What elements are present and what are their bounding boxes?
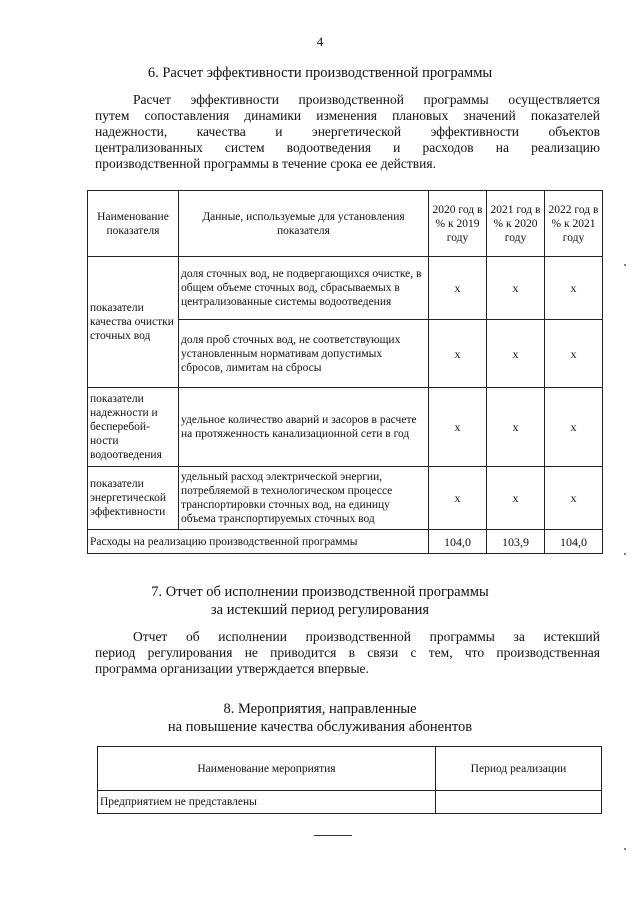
page-number: 4 <box>316 34 324 49</box>
value-cell: х <box>487 257 545 320</box>
paragraph-line: централизованных систем водоотведения и расходов на реализацию <box>95 140 600 155</box>
section-6-paragraph <box>95 92 600 172</box>
total-label: Расходы на реализацию производственной программы <box>88 530 429 554</box>
scan-speck <box>624 848 626 850</box>
data-cell: доля сточных вод, не подвергающихся очистке, в общем объеме сточных вод, сбрасываемых в централизованные системы водоотведения <box>179 257 429 320</box>
section-7-title-line-2: за истекший период регулирования <box>210 602 430 618</box>
paragraph-line: надежности, качества и энергетической эффективности объектов <box>95 124 600 139</box>
value-cell: х <box>487 320 545 388</box>
section-8-title-line-2: на повышение качества обслуживания абонентов <box>167 719 473 735</box>
section-7-title-line-1: 7. Отчет об исполнении производственной программы <box>151 584 489 600</box>
table-row <box>88 257 603 320</box>
table-row <box>98 791 602 814</box>
value-cell: х <box>487 388 545 467</box>
header-indicator: Наименование показателя <box>88 191 179 257</box>
header-measure: Наименование мероприятия <box>98 747 436 791</box>
value-cell: х <box>545 467 603 530</box>
table-total-row <box>88 530 603 554</box>
total-value: 103,9 <box>487 530 545 554</box>
total-value: 104,0 <box>545 530 603 554</box>
paragraph-line: Расчет эффективности производственной программы осуществляется <box>133 92 600 107</box>
paragraph-line: программа организации утверждается впервые. <box>95 661 369 676</box>
measures-table <box>97 746 602 814</box>
section-8-title-line-1: 8. Мероприятия, направленные <box>223 701 417 717</box>
indicator-quality: показатели качества очистки сточных вод <box>88 257 179 388</box>
header-2021: 2021 год в % к 2020 году <box>487 191 545 257</box>
signature-rule <box>314 835 352 836</box>
value-cell: х <box>429 388 487 467</box>
table-row <box>88 467 603 530</box>
data-cell: удельный расход электрической энергии, потребляемой в технологическом процессе транспортировки сточных вод, на единицу объема транспортируемых сточных вод <box>179 467 429 530</box>
data-cell: доля проб сточных вод, не соответствующих установленным нормативам допустимых сбросов, лимитам на сбросы <box>179 320 429 388</box>
header-2020: 2020 год в % к 2019 году <box>429 191 487 257</box>
value-cell: х <box>545 320 603 388</box>
total-value: 104,0 <box>429 530 487 554</box>
efficiency-table <box>87 190 603 554</box>
indicator-energy: показатели энергетической эффективности <box>88 467 179 530</box>
paragraph-line: период регулирования не приводится в связи с тем, что производственная <box>95 645 600 660</box>
header-data: Данные, используемые для установления показателя <box>179 191 429 257</box>
value-cell: х <box>429 467 487 530</box>
value-cell: х <box>429 257 487 320</box>
section-7-paragraph <box>95 629 600 677</box>
measure-cell: Предприятием не представлены <box>98 791 436 814</box>
data-cell: удельное количество аварий и засоров в расчете на протяженность канализационной сети в год <box>179 388 429 467</box>
value-cell: х <box>429 320 487 388</box>
section-6-title: 6. Расчет эффективности производственной программы <box>147 65 493 81</box>
table-header-row <box>88 191 603 257</box>
paragraph-line: Отчет об исполнении производственной программы за истекший <box>133 629 600 644</box>
header-period: Период реализации <box>436 747 602 791</box>
scan-speck <box>624 553 626 555</box>
period-cell <box>436 791 602 814</box>
value-cell: х <box>487 467 545 530</box>
paragraph-line: производственной программы в течение срока ее действия. <box>95 156 436 171</box>
paragraph-line: путем сопоставления динамики изменения плановых значений показателей <box>95 108 600 123</box>
value-cell: х <box>545 257 603 320</box>
header-2022: 2022 год в % к 2021 году <box>545 191 603 257</box>
value-cell: х <box>545 388 603 467</box>
table-header-row <box>98 747 602 791</box>
scan-speck <box>624 264 626 266</box>
indicator-reliability: показатели надежности и бесперебой-ности водоотведения <box>88 388 179 467</box>
table-row <box>88 388 603 467</box>
